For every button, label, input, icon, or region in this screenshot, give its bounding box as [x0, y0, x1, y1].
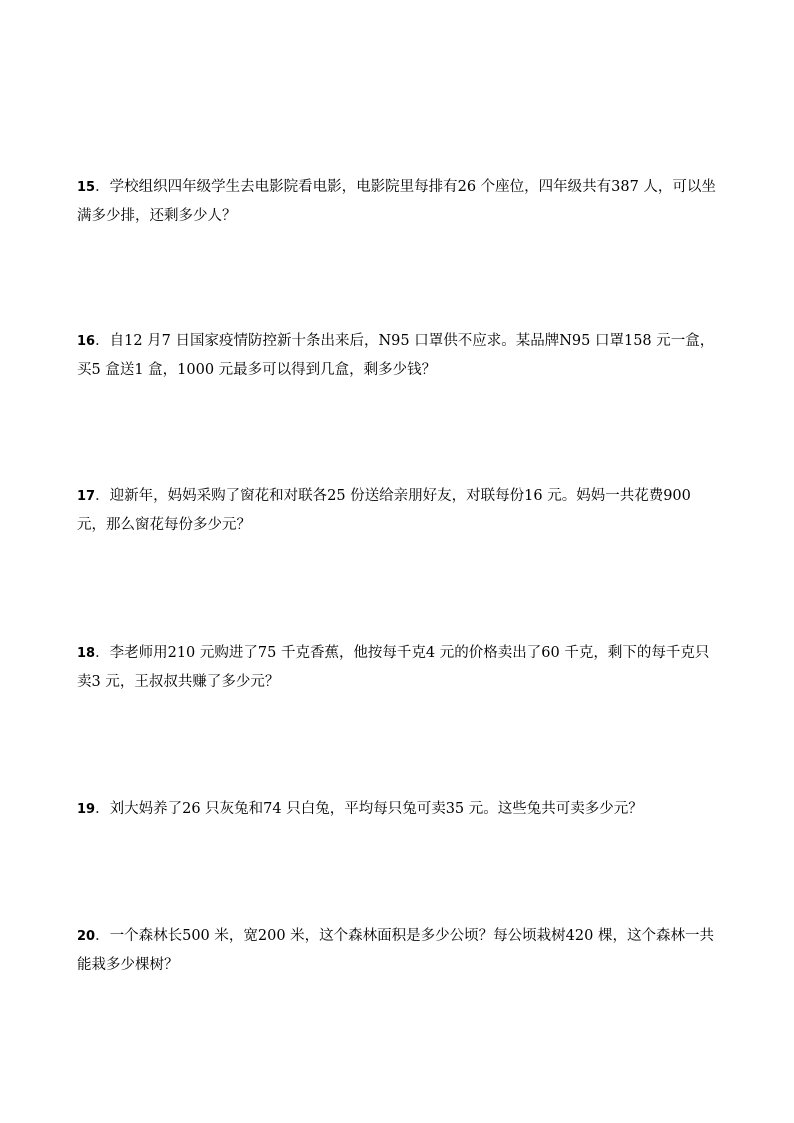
question-18 — [77, 639, 717, 696]
question-17 — [77, 482, 717, 539]
question-text: ．李老师用210 元购进了75 千克香蕉，他按每千克4 元的价格卖出了60 千克，剩下的每千克只 — [95, 645, 710, 661]
question-15 — [77, 173, 717, 230]
question-text: 能栽多少棵树？ — [77, 957, 179, 973]
question-line — [77, 482, 717, 511]
question-text: 卖3 元，王叔叔共赚了多少元？ — [77, 674, 280, 690]
question-text: ．迎新年，妈妈采购了窗花和对联各25 份送给亲朋好友，对联每份16 元。妈妈一共花费900 — [95, 488, 691, 504]
question-text: ．刘大妈养了26 只灰兔和74 只白兔，平均每只兔可卖35 元。这些兔共可卖多少元？ — [95, 801, 643, 817]
question-19 — [77, 795, 717, 824]
question-number: 18 — [77, 646, 96, 661]
question-number: 16 — [77, 334, 96, 349]
question-text: ．学校组织四年级学生去电影院看电影，电影院里每排有26 个座位，四年级共有387 人，可以坐 — [95, 179, 716, 195]
question-line — [77, 327, 717, 356]
question-text: ．自12 月7 日国家疫情防控新十条出来后，N95 口罩供不应求。某品牌N95 口罩158 元一盒， — [95, 333, 715, 349]
question-line — [77, 173, 717, 202]
question-16 — [77, 327, 717, 384]
question-text: 元，那么窗花每份多少元？ — [77, 517, 251, 533]
question-number: 17 — [77, 489, 96, 504]
question-number: 20 — [77, 929, 96, 944]
question-text: ．一个森林长500 米，宽200 米，这个森林面积是多少公顷？每公顷栽树420 棵，这个森林一共 — [95, 928, 714, 944]
question-line — [77, 795, 717, 824]
question-line — [77, 639, 717, 668]
question-number: 15 — [77, 180, 96, 195]
question-text: 买5 盒送1 盒，1000 元最多可以得到几盒，剩多少钱？ — [77, 362, 437, 378]
question-20 — [77, 922, 717, 979]
question-line — [77, 922, 717, 951]
question-text: 满多少排，还剩多少人？ — [77, 208, 237, 224]
question-number: 19 — [77, 802, 96, 817]
